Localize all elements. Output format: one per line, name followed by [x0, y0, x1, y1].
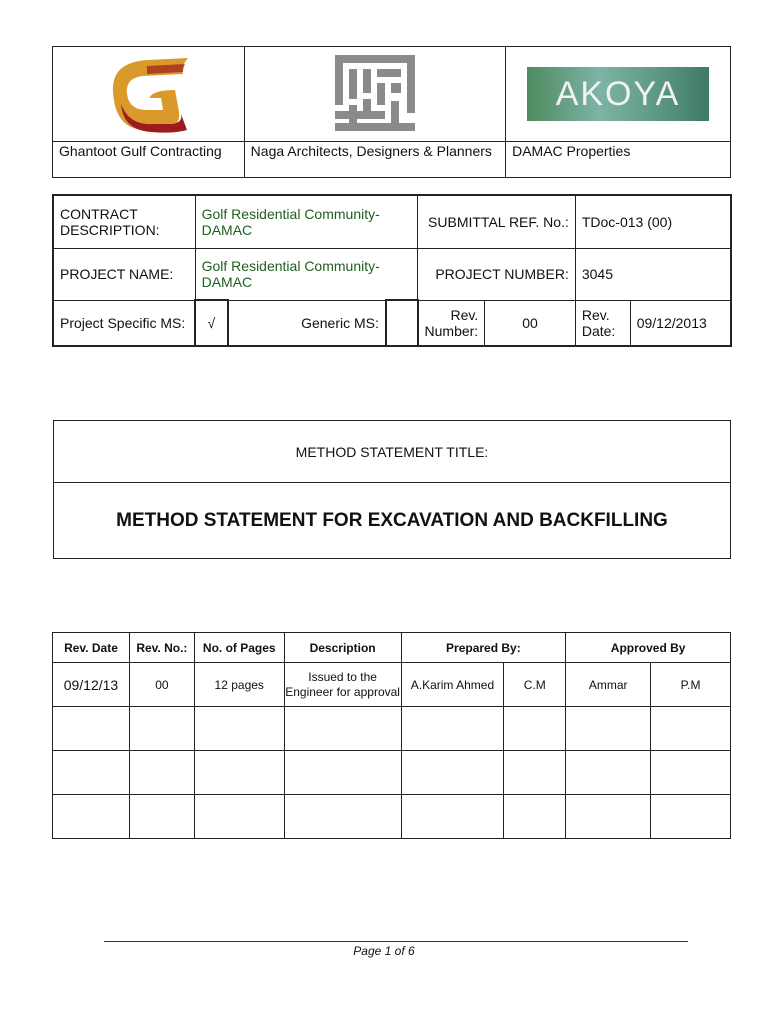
header-description: Description [284, 633, 401, 663]
akoya-logo [527, 67, 709, 121]
row-description: Issued to the Engineer for approval [284, 663, 401, 707]
row-rev-no: 00 [129, 663, 194, 707]
header-rev-date: Rev. Date [53, 633, 130, 663]
project-specific-ms-checkbox[interactable]: √ [195, 300, 228, 346]
rev-date-value: 09/12/2013 [630, 300, 731, 346]
row-pages: 12 pages [194, 663, 284, 707]
contract-description-value: Golf Residential Community-DAMAC [195, 195, 417, 248]
naga-logo-cell [244, 47, 505, 142]
project-name-label: PROJECT NAME: [53, 248, 195, 300]
row-rev-date: 09/12/13 [53, 663, 130, 707]
page-number: Page 1 of 6 [353, 944, 415, 958]
submittal-ref-value: TDoc-013 (00) [575, 195, 731, 248]
akoya-logo-cell [506, 47, 731, 142]
rev-number-label: Rev. Number: [418, 300, 485, 346]
company-client: DAMAC Properties [506, 142, 731, 178]
submittal-ref-label: SUBMITTAL REF. No.: [418, 195, 576, 248]
header-approved-by: Approved By [566, 633, 731, 663]
project-number-value: 3045 [575, 248, 731, 300]
project-specific-ms-label: Project Specific MS: [53, 300, 195, 346]
company-architect: Naga Architects, Designers & Planners [244, 142, 505, 178]
header-prepared-by: Prepared By: [401, 633, 566, 663]
akoya-logo-text: AKOYA [555, 74, 681, 113]
document-title: METHOD STATEMENT FOR EXCAVATION AND BACKFILLING [116, 510, 668, 531]
footer-divider [104, 941, 688, 942]
header-rev-no: Rev. No.: [129, 633, 194, 663]
generic-ms-label: Generic MS: [228, 300, 386, 346]
rev-number-value: 00 [485, 300, 576, 346]
rev-date-label: Rev. Date: [575, 300, 630, 346]
project-number-label: PROJECT NUMBER: [418, 248, 576, 300]
row-prepared-name: A.Karim Ahmed [401, 663, 504, 707]
row-approved-role: P.M [651, 663, 731, 707]
title-box [53, 420, 731, 559]
naga-logo-icon [333, 53, 417, 133]
header-no-of-pages: No. of Pages [194, 633, 284, 663]
project-name-value: Golf Residential Community-DAMAC [195, 248, 417, 300]
table-row [53, 795, 731, 839]
table-row [53, 663, 731, 707]
contract-table [52, 194, 732, 347]
generic-ms-checkbox[interactable] [386, 300, 418, 346]
row-approved-name: Ammar [566, 663, 651, 707]
ghantoot-logo-cell [53, 47, 245, 142]
row-prepared-role: C.M [504, 663, 566, 707]
contract-description-label: CONTRACT DESCRIPTION: [53, 195, 195, 248]
revision-table [52, 632, 731, 839]
logos-table [52, 46, 731, 178]
title-label: METHOD STATEMENT TITLE: [54, 421, 730, 483]
ghantoot-logo-icon [103, 52, 193, 134]
table-row [53, 707, 731, 751]
table-row [53, 751, 731, 795]
company-contractor: Ghantoot Gulf Contracting [53, 142, 245, 178]
